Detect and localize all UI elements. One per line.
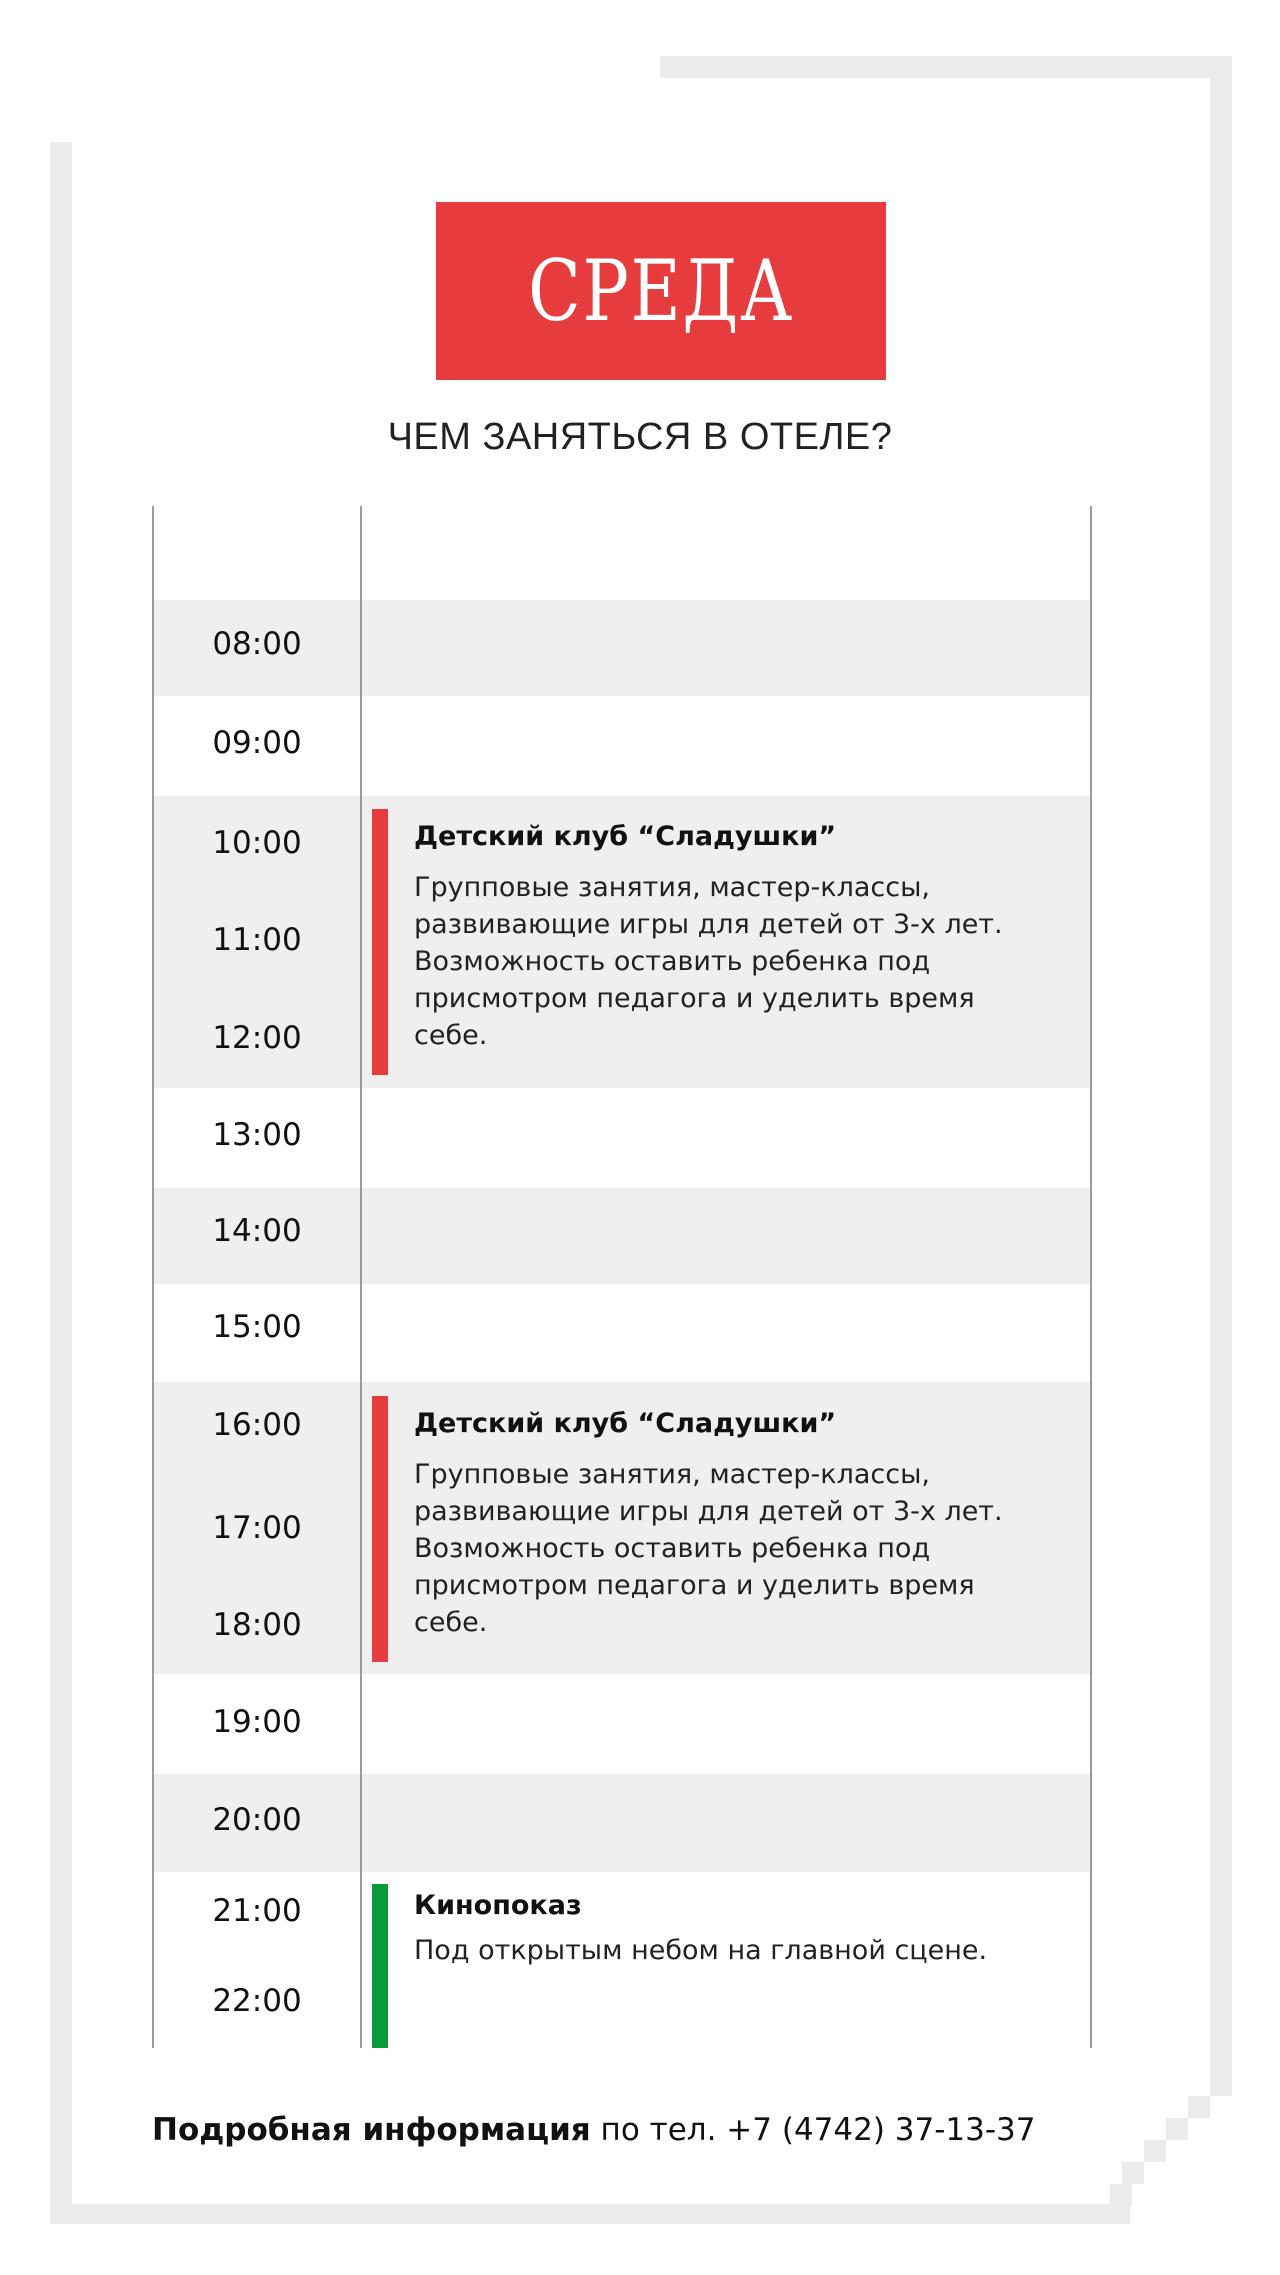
contact-phone-text: по тел. +7 (4742) 37-13-37 bbox=[590, 2112, 1036, 2148]
event-title: Детский клуб “Сладушки” bbox=[414, 821, 837, 852]
time-label: 13:00 bbox=[212, 1117, 302, 1153]
time-label: 22:00 bbox=[212, 1983, 302, 2019]
event-title: Кинопоказ bbox=[414, 1890, 582, 1921]
event-card bbox=[372, 1396, 1072, 1662]
event-color-bar bbox=[372, 1396, 388, 1662]
time-label: 08:00 bbox=[212, 626, 302, 662]
time-label: 09:00 bbox=[212, 725, 302, 761]
time-label: 15:00 bbox=[212, 1309, 302, 1345]
decor-step bbox=[1166, 2118, 1188, 2140]
decor-frame-right bbox=[1210, 56, 1232, 2096]
decor-step bbox=[1110, 2184, 1132, 2206]
decor-frame-bottom bbox=[50, 2204, 1130, 2224]
event-color-bar bbox=[372, 1884, 388, 2048]
page-subtitle: ЧЕМ ЗАНЯТЬСЯ В ОТЕЛЕ? bbox=[387, 416, 893, 458]
time-label: 18:00 bbox=[212, 1607, 302, 1643]
event-card bbox=[372, 809, 1072, 1075]
schedule-table bbox=[152, 506, 1092, 2048]
time-label: 16:00 bbox=[212, 1407, 302, 1443]
column-divider-right bbox=[1090, 506, 1092, 2048]
time-label: 11:00 bbox=[212, 922, 302, 958]
time-label: 12:00 bbox=[212, 1020, 302, 1056]
time-label: 14:00 bbox=[212, 1213, 302, 1249]
event-description: Под открытым небом на главной сцене. bbox=[414, 1935, 988, 1966]
time-label: 19:00 bbox=[212, 1704, 302, 1740]
time-label: 10:00 bbox=[212, 825, 302, 861]
decor-frame-top bbox=[660, 56, 1232, 78]
decor-step bbox=[1188, 2096, 1210, 2118]
contact-label: Подробная информация bbox=[152, 2112, 591, 2148]
event-card bbox=[372, 1884, 1072, 2048]
decor-step bbox=[1144, 2140, 1166, 2162]
event-description: Групповые занятия, мастер-классы, развивающие игры для детей от 3-х лет. Возможность оставить ребенка под присмотром педагога и уделить время себе. bbox=[414, 1459, 1003, 1638]
day-title: СРЕДА bbox=[528, 242, 794, 340]
contact-footer bbox=[152, 2112, 1036, 2148]
decor-step bbox=[1122, 2162, 1144, 2184]
event-color-bar bbox=[372, 809, 388, 1075]
time-label: 17:00 bbox=[212, 1510, 302, 1546]
time-label: 21:00 bbox=[212, 1893, 302, 1929]
time-label: 20:00 bbox=[212, 1802, 302, 1838]
event-description: Групповые занятия, мастер-классы, развивающие игры для детей от 3-х лет. Возможность оставить ребенка под присмотром педагога и уделить время себе. bbox=[414, 872, 1003, 1051]
event-title: Детский клуб “Сладушки” bbox=[414, 1408, 837, 1439]
day-title-banner bbox=[436, 202, 886, 380]
